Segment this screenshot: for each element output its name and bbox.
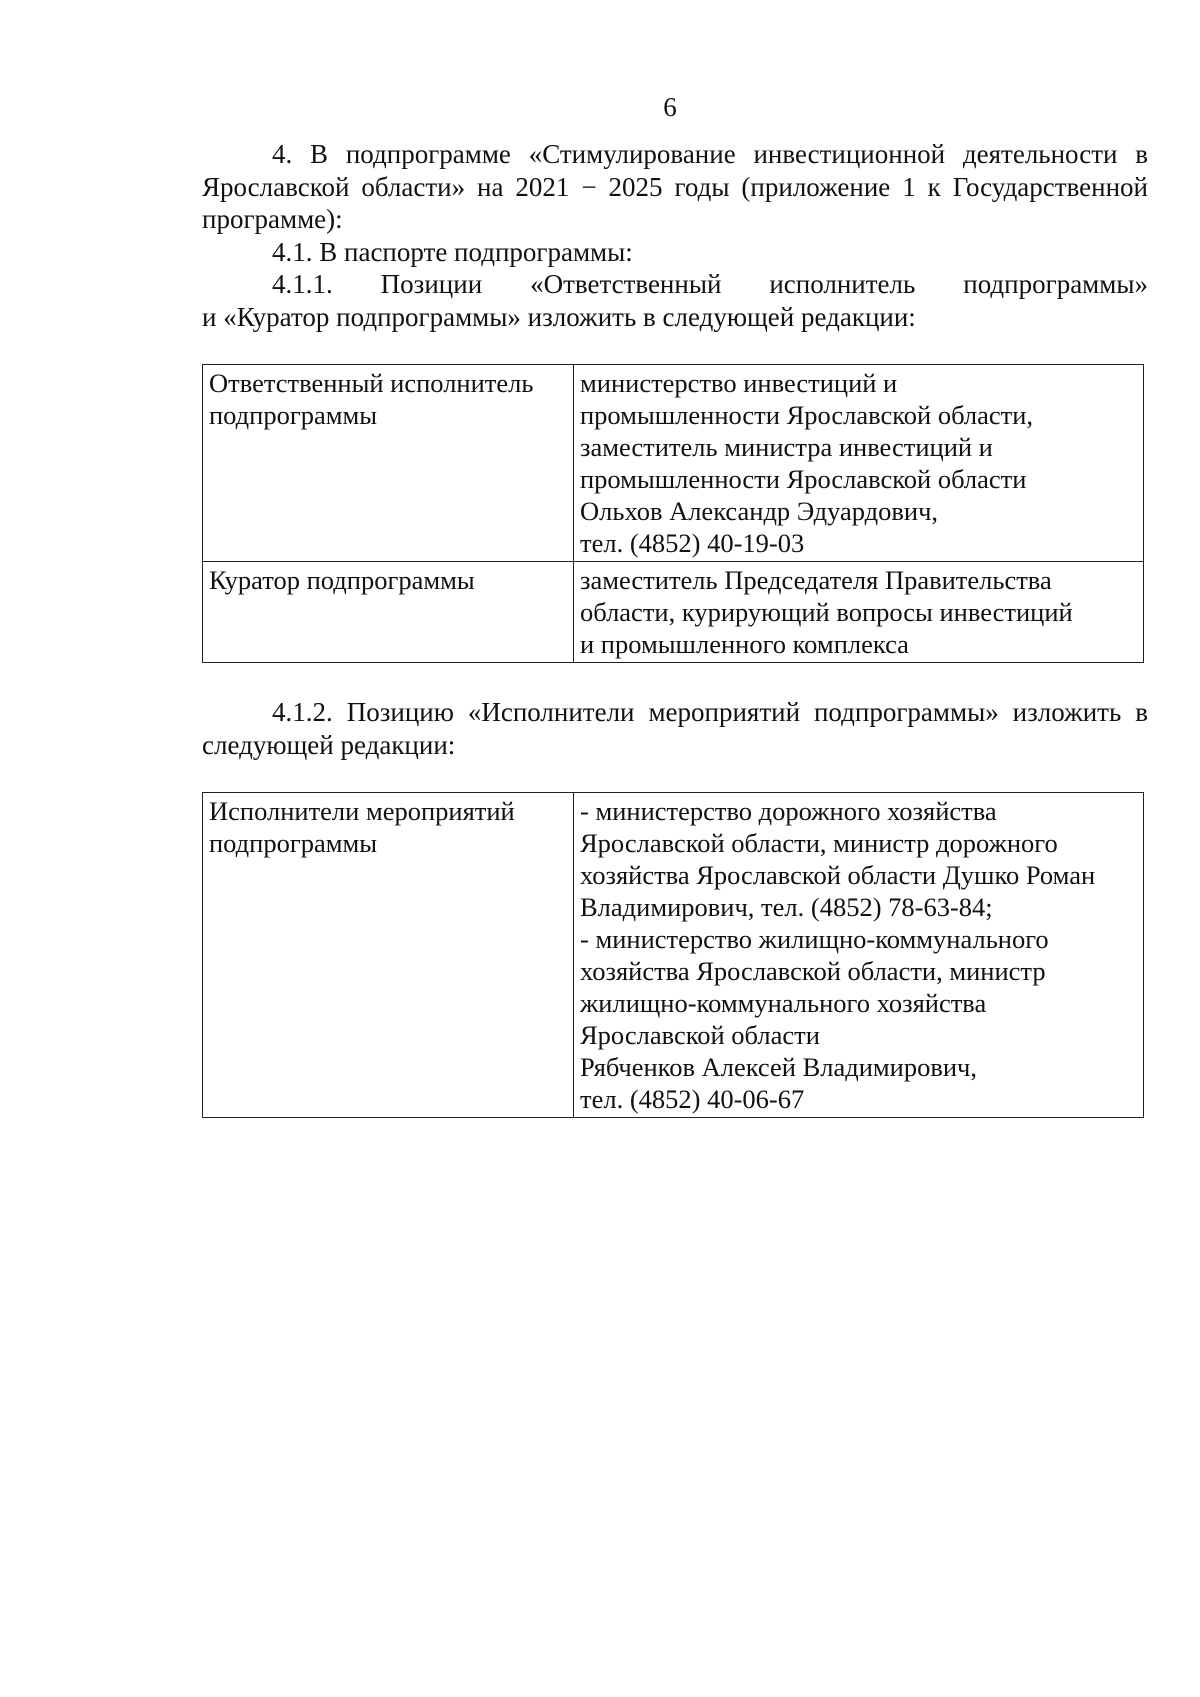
value-line: и промышленного комплекса (580, 629, 909, 659)
row-label-executors: Исполнители мероприятий подпрограммы (203, 793, 574, 1118)
row-label-responsible: Ответственный исполнитель подпрограммы (203, 365, 574, 562)
value-line: хозяйства Ярославской области Душко Роман (580, 860, 1096, 890)
table-row (203, 365, 1144, 562)
value-line: промышленности Ярославской области, (580, 400, 1034, 430)
row-value-curator (574, 562, 1144, 663)
row-label-curator: Куратор подпрограммы (203, 562, 574, 663)
paragraph-4-1-1-line1: 4.1.1. Позиции «Ответственный исполнитель подпрограммы» (272, 269, 1148, 299)
passport-table-executors (202, 792, 1144, 1118)
value-line: Ярославской области, министр дорожного (580, 828, 1058, 858)
value-line: заместитель Председателя Правительства (580, 565, 1052, 595)
value-line: - министерство дорожного хозяйства (580, 796, 997, 826)
paragraph-4-1-1-line2: и «Куратор подпрограммы» изложить в следующей редакции: (202, 301, 916, 332)
table-row (203, 562, 1144, 663)
value-line: жилищно-коммунального хозяйства (580, 988, 987, 1018)
passport-table-responsible (202, 364, 1144, 663)
value-line: Рябченков Алексей Владимирович, (580, 1052, 977, 1082)
value-line: хозяйства Ярославской области, министр (580, 956, 1046, 986)
value-line: области, курирующий вопросы инвестиций (580, 597, 1073, 627)
value-line: - министерство жилищно-коммунального (580, 924, 1049, 954)
value-line: тел. (4852) 40-06-67 (580, 1084, 805, 1114)
row-value-executors (574, 793, 1144, 1118)
paragraph-4-1-2: 4.1.2. Позицию «Исполнители мероприятий подпрограммы» изложить в следующей редакции: (202, 697, 1148, 760)
value-line: Ольхов Александр Эдуардович, (580, 496, 939, 526)
value-line: министерство инвестиций и (580, 368, 898, 398)
paragraph-4: 4. В подпрограмме «Стимулирование инвестиционной деятельности в Ярославской области» на 2021 − 2025 годы (приложение 1 к Государственной программе): (202, 139, 1148, 234)
row-value-responsible (574, 365, 1144, 562)
table-row (203, 793, 1144, 1118)
page-number: 6 (663, 92, 677, 122)
value-line: тел. (4852) 40-19-03 (580, 528, 805, 558)
value-line: заместитель министра инвестиций и (580, 432, 993, 462)
paragraph-4-1: 4.1. В паспорте подпрограммы: (272, 236, 633, 267)
document-body (202, 138, 1148, 1118)
value-line: Ярославской области (580, 1020, 820, 1050)
value-line: промышленности Ярославской области (580, 464, 1027, 494)
value-line: Владимирович, тел. (4852) 78-63-84; (580, 892, 993, 922)
